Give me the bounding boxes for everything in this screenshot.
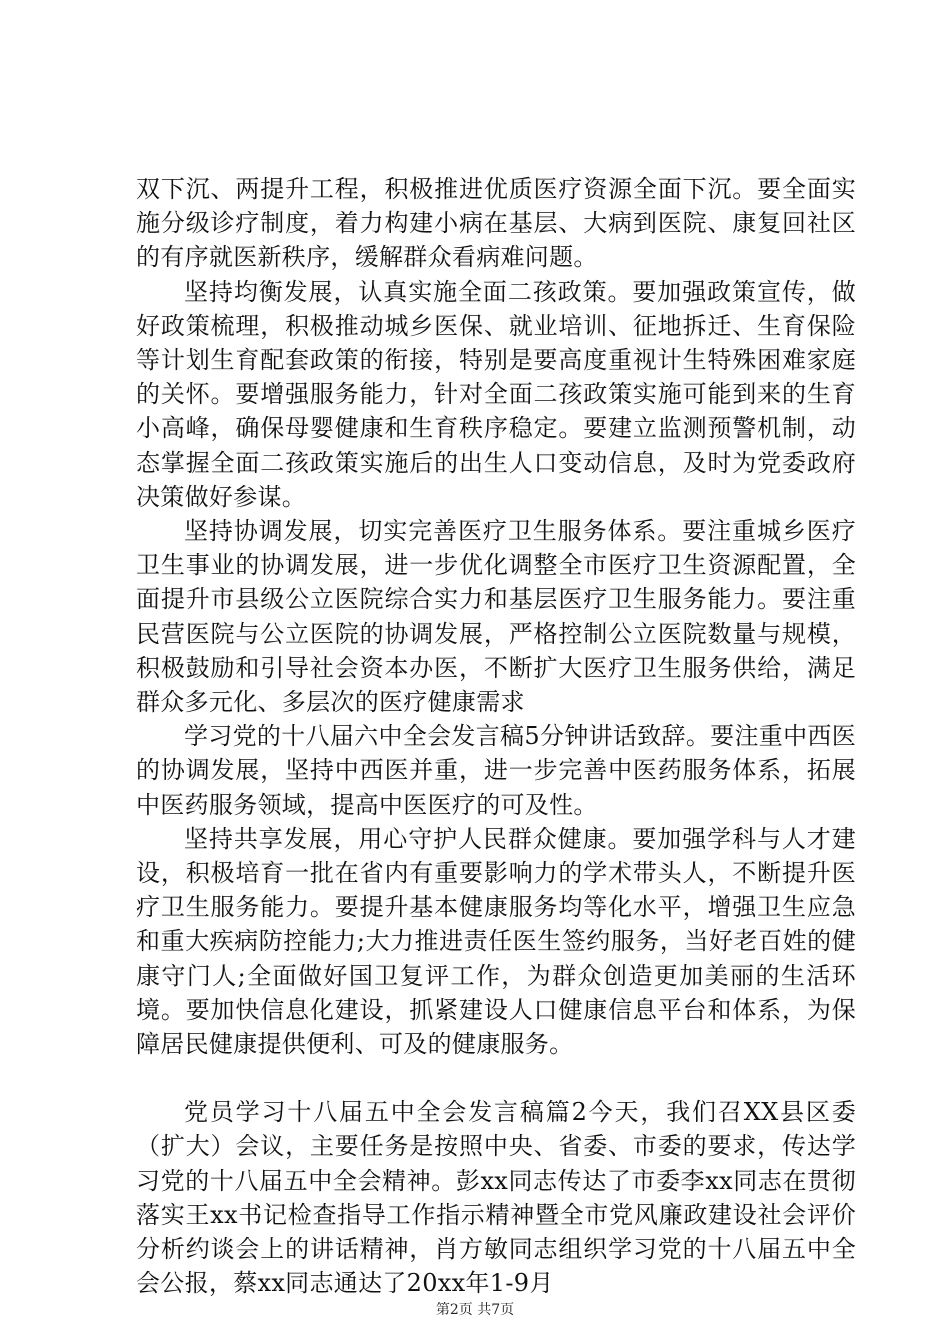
paragraph-6: 党员学习十八届五中全会发言稿篇2今天，我们召XX县区委（扩大）会议，主要任务是按照中央、省委、市委的要求，传达学习党的十八届五中全会精神。彭xx同志传达了市委李xx同志在贯彻落实王xx书记检查指导工作指示精神暨全市党风廉政建设社会评价分析约谈会上的讲话精神，肖方敏同志组织学习党的十八届五中全会公报，蔡xx同志通达了20xx年1-9月: [136, 1098, 856, 1298]
page-number-footer: 第2页 共7页: [435, 1302, 515, 1318]
document-body: [136, 172, 856, 1301]
paragraph-1: 双下沉、两提升工程，积极推进优质医疗资源全面下沉。要全面实施分级诊疗制度，着力构建小病在基层、大病到医院、康复回社区的有序就医新秩序，缓解群众看病难问题。: [136, 175, 856, 272]
paragraph-5: 坚持共享发展，用心守护人民群众健康。要加强学科与人才建设，积极培育一批在省内有重要影响力的学术带头人，不断提升医疗卫生服务能力。要提升基本健康服务均等化水平，增强卫生应急和重大疾病防控能力;大力推进责任医生签约服务，当好老百姓的健康守门人;全面做好国卫复评工作，为群众创造更加美丽的生活环境。要加快信息化建设，抓紧建设人口健康信息平台和体系，为保障居民健康提供便利、可及的健康服务。: [136, 824, 856, 1059]
paragraph-2: 坚持均衡发展，认真实施全面二孩政策。要加强政策宣传，做好政策梳理，积极推动城乡医保、就业培训、征地拆迁、生育保险等计划生育配套政策的衔接，特别是要高度重视计生特殊困难家庭的关怀。要增强服务能力，针对全面二孩政策实施可能到来的生育小高峰，确保母婴健康和生育秩序稳定。要建立监测预警机制，动态掌握全面二孩政策实施后的出生人口变动信息，及时为党委政府决策做好参谋。: [136, 277, 856, 511]
paragraph-3: 坚持协调发展，切实完善医疗卫生服务体系。要注重城乡医疗卫生事业的协调发展，进一步优化调整全市医疗卫生资源配置，全面提升市县级公立医院综合实力和基层医疗卫生服务能力。要注重民营医院与公立医院的协调发展，严格控制公立医院数量与规模，积极鼓励和引导社会资本办医，不断扩大医疗卫生服务供给，满足群众多元化、多层次的医疗健康需求: [136, 517, 856, 717]
paragraph-4: 学习党的十八届六中全会发言稿5分钟讲话致辞。要注重中西医的协调发展，坚持中西医并重，进一步完善中医药服务体系，拓展中医药服务领域，提高中医医疗的可及性。: [136, 722, 856, 819]
